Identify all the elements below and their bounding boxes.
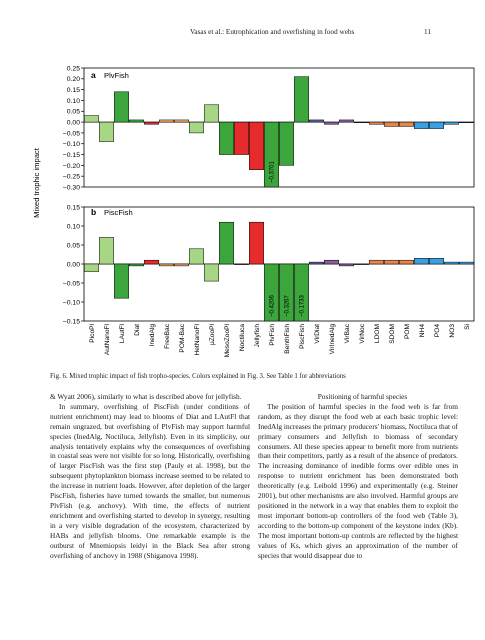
- bar-sdom: [384, 122, 398, 126]
- bar-virinedalg: [324, 122, 338, 124]
- x-tick-label: NH4: [418, 324, 426, 338]
- x-tick-label: PO4: [433, 324, 441, 338]
- x-tick-label: PicoPl: [88, 324, 96, 343]
- x-tick-label: Jellyfish: [253, 324, 261, 348]
- y-tick-label: −0.05: [62, 280, 80, 288]
- bar-pom: [399, 260, 413, 264]
- bar-picopl: [84, 264, 98, 272]
- bar-nh4: [414, 258, 428, 264]
- y-tick-label: 0.00: [66, 119, 80, 127]
- bar-virnoc: [354, 264, 368, 265]
- bar-piscfish: [294, 77, 308, 122]
- bar-value-label: −0.4206: [269, 295, 276, 317]
- panel-b-name: PiscFish: [104, 208, 133, 217]
- x-tick-label: PiscFish: [298, 324, 306, 349]
- bar-diat: [129, 120, 143, 122]
- bar-inedalg: [144, 122, 158, 124]
- x-tick-label: Diat: [133, 324, 141, 336]
- bar-si: [459, 122, 473, 123]
- x-tick-label: POM-Bac: [178, 324, 186, 353]
- x-tick-label: HetNanoFl: [193, 324, 201, 356]
- bar-no3: [444, 262, 458, 264]
- page-number: 11: [424, 28, 431, 36]
- bar-lautfl: [114, 264, 128, 298]
- bar-jellyfish: [249, 122, 263, 170]
- x-tick-label: Si: [463, 324, 471, 330]
- y-tick-label: −0.25: [62, 173, 80, 181]
- x-tick-label: VirInedAlg: [328, 324, 336, 355]
- bar-lautfl: [114, 92, 128, 122]
- y-tick-label: 0.05: [66, 108, 80, 116]
- bar-virdiat: [309, 120, 323, 122]
- y-tick-label: 0.10: [66, 223, 80, 231]
- x-tick-label: VirBac: [343, 324, 351, 344]
- bar-pom-bac: [174, 120, 188, 122]
- panel-a-name: PlvFish: [104, 71, 129, 80]
- y-tick-label: 0.15: [66, 87, 80, 95]
- bar-po4: [429, 122, 443, 128]
- bar-picopl: [84, 116, 98, 122]
- bar-virinedalg: [324, 260, 338, 264]
- section-heading: Positioning of harmful species: [317, 392, 408, 401]
- y-tick-label: 0.25: [66, 65, 80, 73]
- x-tick-label: PlvFish: [268, 324, 276, 346]
- x-tick-label: VirDiat: [313, 324, 321, 344]
- bar-freebac: [159, 264, 173, 266]
- bar-autnanofl: [99, 122, 113, 141]
- x-tick-label: LAutFl: [118, 324, 126, 344]
- x-tick-label: NO3: [448, 324, 456, 338]
- y-tick-label: −0.10: [62, 299, 80, 307]
- bar-virdiat: [309, 262, 323, 264]
- bar-mesozoopl: [219, 122, 233, 154]
- x-tick-label: POM: [403, 324, 411, 340]
- x-tick-label: µZooPl: [208, 324, 216, 346]
- y-tick-label: −0.10: [62, 141, 80, 149]
- paragraph: & Wyatt 2006), similarly to what is described above for jellyfish.: [50, 392, 242, 401]
- bar-µzoopl: [204, 264, 218, 281]
- bar-hetnanofl: [189, 122, 203, 133]
- bar-ldom: [369, 122, 383, 124]
- figure-caption: Fig. 6. Mixed trophic impact of fish tropho-species. Colors explained in Fig. 3. See Table 1 for abbreviations: [50, 373, 346, 380]
- bar-mesozoopl: [219, 222, 233, 264]
- bar-value-label: −0.3267: [284, 295, 291, 317]
- bar-sdom: [384, 260, 398, 264]
- bar-inedalg: [144, 260, 158, 264]
- bar-ldom: [369, 260, 383, 264]
- x-tick-label: LDOM: [373, 324, 381, 344]
- y-tick-label: −0.15: [62, 151, 80, 159]
- paragraph: In summary, overfishing of PiscFish (under conditions of nutrient enrichment) may lead to blooms of Diat and LAutFl that remain ungrazed, but overfishing of PlvFish may support harmful species (InedAlg, Noctiluca, Jellyfish). Even in its simplicity, our analysis tentatively explains why the consequences of overfishing in coastal seas were not visible for so long. Historically, overfishing of larger PiscFish was the first step (Pauly et al. 1998), but the subsequent phytoplankton biomass increase seemed to be related to the increase in nutrient loads. However, after depletion of the larger PiscFish, fisheries have turned towards the smaller, but numerous PlvFish (e.g. anchovy). With time, the effects of nutrient enrichment and overfishing started to develop in synergy, resulting in a very visible degradation of the ecosystem, characterized by HABs and jellyfish blooms. One remarkable example is the outburst of Mnemiopsis leidyi in the Black Sea after strong overfishing of anchovy in 1988 (Shiganova 1998).: [50, 401, 250, 560]
- x-tick-label: Noctiluca: [238, 324, 246, 352]
- bar-nh4: [414, 122, 428, 128]
- bar-virbac: [339, 120, 353, 122]
- bar-no3: [444, 122, 458, 124]
- running-title: Vasas et al.: Eutrophication and overfishing in food webs: [190, 28, 355, 36]
- panel-a-letter: a: [91, 70, 96, 80]
- bar-po4: [429, 258, 443, 264]
- bar-diat: [129, 264, 143, 266]
- bar-virnoc: [354, 122, 368, 123]
- y-tick-label: −0.05: [62, 130, 80, 138]
- bar-benthfish: [279, 122, 293, 165]
- x-tick-label: FreeBac: [163, 324, 171, 349]
- bar-pom: [399, 122, 413, 126]
- panel-b-letter: b: [91, 207, 97, 217]
- bar-hetnanofl: [189, 249, 203, 264]
- bar-value-label: −0.1733: [299, 295, 306, 317]
- y-axis-label: Mixed trophic impact: [32, 148, 41, 218]
- x-tick-label: AutNanoFl: [103, 324, 111, 356]
- bar-noctiluca: [234, 264, 248, 265]
- bar-value-label: −0.3701: [269, 161, 276, 183]
- bar-autnanofl: [99, 237, 113, 264]
- y-tick-label: 0.10: [66, 97, 80, 105]
- paragraph: The position of harmful species in the food web is far from random, as they disrupt the food web at each basic trophic level: InedAlg increases the primary producers' biomass, Noctiluca that of primary consumers and Jellyfish to biomass of secondary consumers. All these species appear to benefit more from nutrients than their competitors, partly as a result of the absence of predators. The increasing dominance of inedible forms over edible ones in response to nutrient enrichment has been demonstrated both theoretically (e.g. Leibold 1996) and experimentally (e.g. Steiner 2001), but other mechanisms are also involved. Harmful groups are positioned in the network in a way that enables them to exploit the most important bottom-up controllers of the food web (Table 3), according to the bottom-up component of the keystone index (Kb). The most important bottom-up controls are reflected by the highest values of Ks, which gives an approximation of the number of species that would disappear due to: [258, 401, 458, 560]
- bar-si: [459, 262, 473, 264]
- x-tick-label: VirNoc: [358, 324, 366, 344]
- body-column-right: [258, 392, 458, 560]
- x-tick-label: MesoZooPl: [223, 324, 231, 358]
- y-tick-label: −0.30: [62, 184, 80, 192]
- bar-µzoopl: [204, 105, 218, 122]
- y-tick-label: 0.20: [66, 76, 80, 84]
- bar-freebac: [159, 120, 173, 122]
- y-tick-label: −0.20: [62, 162, 80, 170]
- bar-jellyfish: [249, 222, 263, 264]
- y-tick-label: 0.05: [66, 242, 80, 250]
- y-tick-label: 0.00: [66, 261, 80, 269]
- body-column-left: [50, 392, 250, 560]
- bar-virbac: [339, 264, 353, 266]
- y-tick-label: 0.15: [66, 204, 80, 212]
- y-tick-label: −0.15: [62, 318, 80, 326]
- bar-pom-bac: [174, 264, 188, 266]
- x-tick-label: SDOM: [388, 324, 396, 344]
- x-tick-label: InedAlg: [148, 324, 156, 347]
- x-tick-label: BenthFish: [283, 324, 291, 354]
- bar-noctiluca: [234, 122, 248, 154]
